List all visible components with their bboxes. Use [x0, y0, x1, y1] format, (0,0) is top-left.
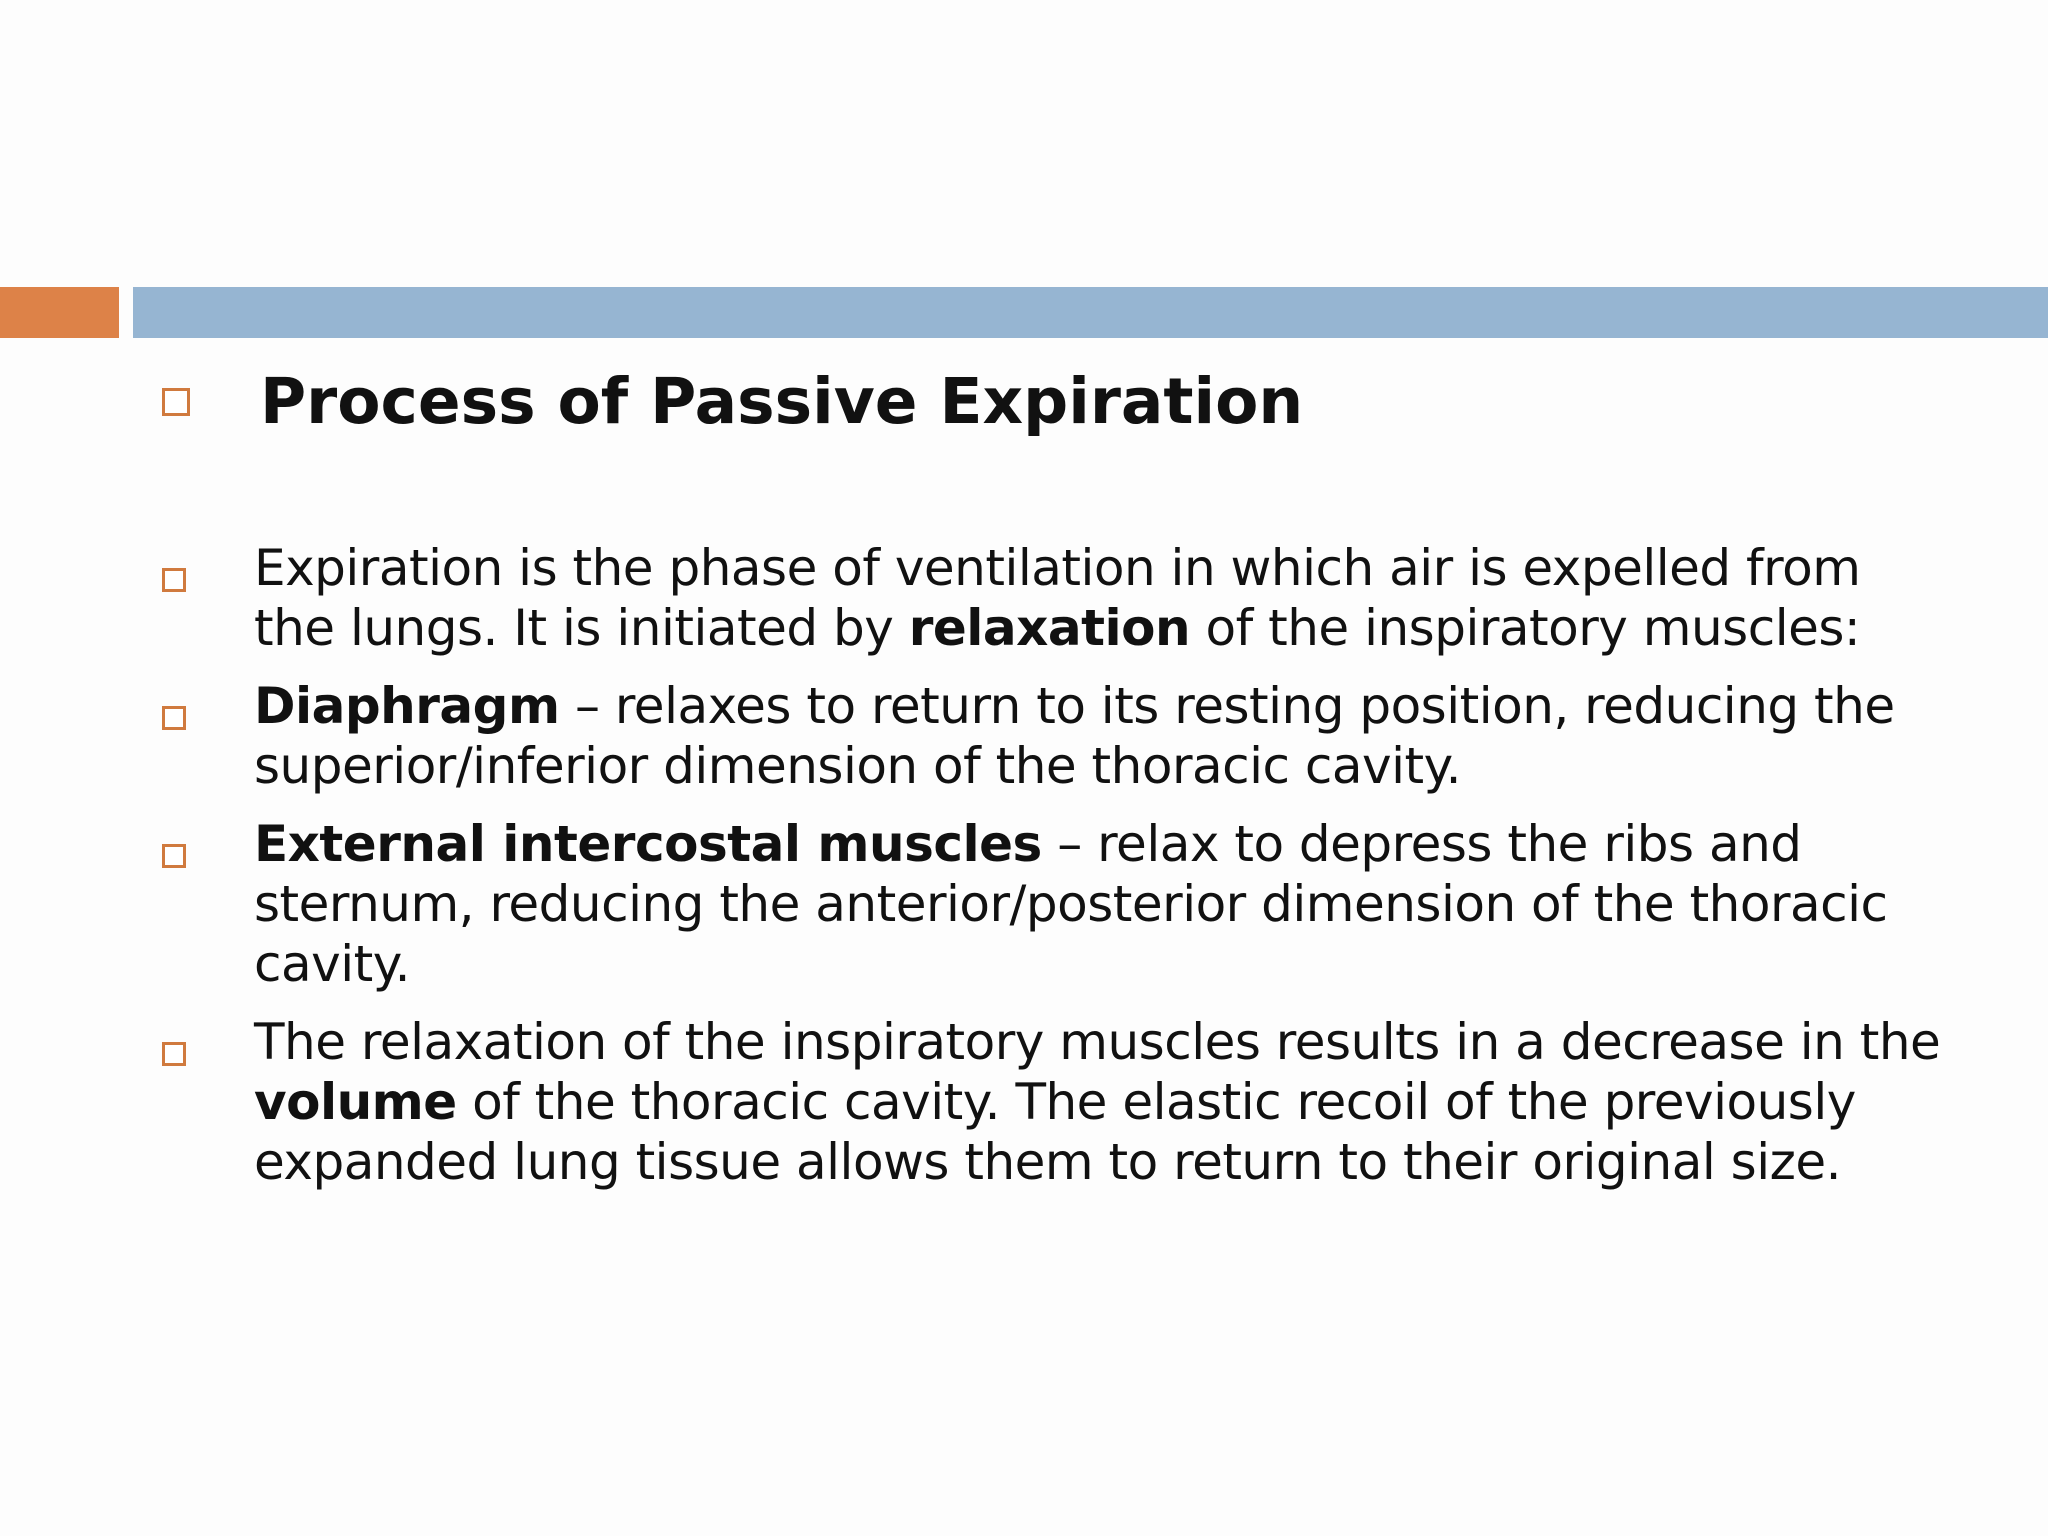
- square-bullet-icon: [162, 844, 186, 868]
- slide-title: Process of Passive Expiration: [260, 365, 1304, 438]
- square-bullet-icon: [162, 388, 190, 416]
- bullet-text-bold: volume: [254, 1073, 457, 1131]
- bullet-text-regular: of the inspiratory muscles:: [1190, 599, 1861, 657]
- bullet-text-regular: Expiration is the phase of ventilation in which air is expelled from the lungs. It is initiated by: [254, 539, 1861, 657]
- bullet-text: [254, 538, 1954, 658]
- square-bullet-icon: [162, 706, 186, 730]
- header-bar: [133, 287, 2048, 338]
- bullet-text: [254, 814, 1954, 994]
- bullet-item: [162, 538, 1982, 658]
- title-row: [162, 362, 1962, 442]
- bullet-text-bold: Diaphragm: [254, 677, 560, 735]
- bullet-text-bold: relaxation: [908, 599, 1191, 657]
- bullet-list: [162, 538, 1982, 1210]
- bullet-text-regular: – relax to depress the ribs and sternum, reducing the anterior/posterior dimension of the thoracic cavity.: [254, 815, 1888, 993]
- square-bullet-icon: [162, 1042, 186, 1066]
- bullet-item: [162, 676, 1982, 796]
- bullet-text: [254, 676, 1954, 796]
- bullet-item: [162, 814, 1982, 994]
- bullet-text-regular: – relaxes to return to its resting position, reducing the superior/inferior dimension of the thoracic cavity.: [254, 677, 1895, 795]
- bullet-text-regular: The relaxation of the inspiratory muscles results in a decrease in the: [254, 1013, 1941, 1071]
- bullet-item: [162, 1012, 1982, 1192]
- bullet-text: [254, 1012, 1954, 1192]
- bullet-text-bold: External intercostal muscles: [254, 815, 1042, 873]
- bullet-text-regular: of the thoracic cavity. The elastic recoil of the previously expanded lung tissue allows them to return to their original size.: [254, 1073, 1856, 1191]
- accent-bar: [0, 287, 119, 338]
- square-bullet-icon: [162, 568, 186, 592]
